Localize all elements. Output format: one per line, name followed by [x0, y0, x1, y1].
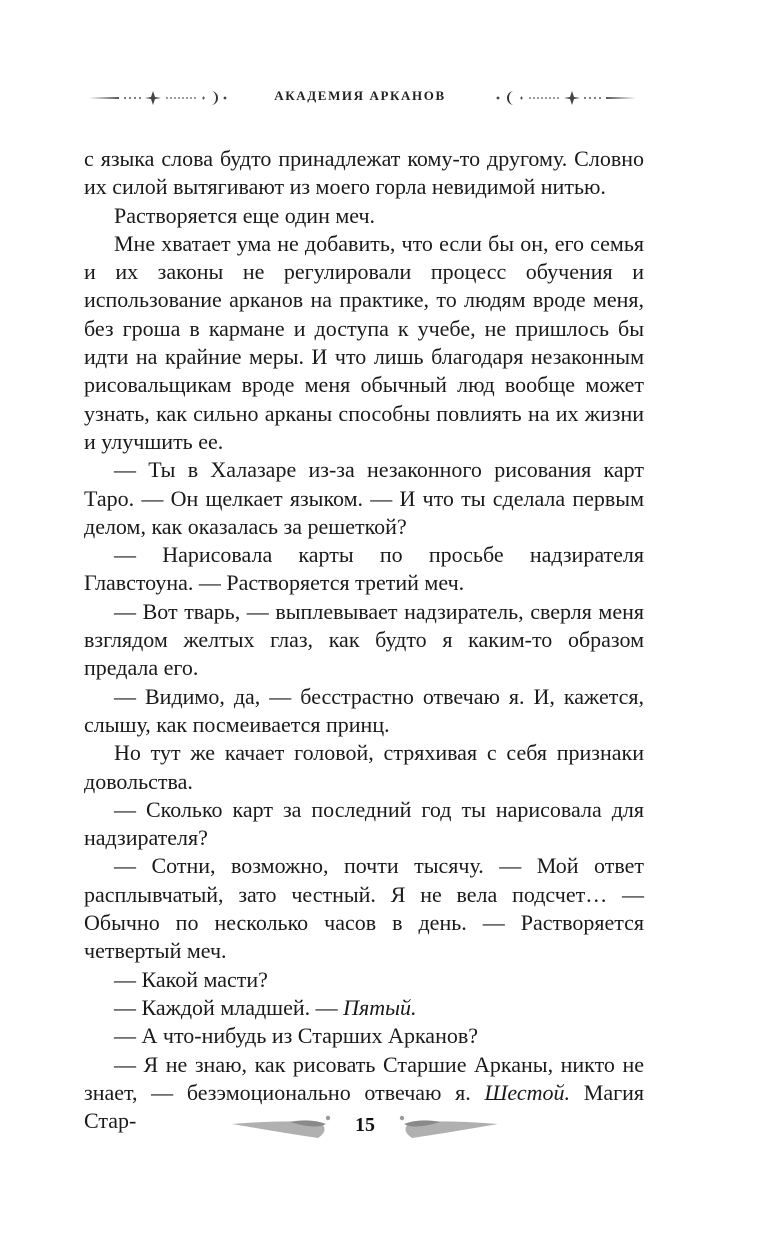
paragraph: — Сотни, возможно, почти тысячу. — Мой ответ расплывчатый, зато честный. Я не вела подсчет… — Обычно по несколько часов в день. — Растворяется четвертый меч. [84, 853, 644, 964]
paragraph: — А что-нибудь из Старших Арканов? [114, 1023, 478, 1049]
paragraph: с языка слова будто принадлежат кому-то другому. Словно их силой вытягивают из моего горла невидимой нитью. [84, 146, 644, 200]
continued-text: Магия Стар- [84, 1079, 645, 1134]
page-number: 15 [355, 1114, 375, 1136]
dialogue-text: — Каждой младшей. — [114, 994, 338, 1020]
paragraph: — Сколько карт за последний год ты нарисовала для надзирателя? [84, 796, 644, 851]
paragraph: — Ты в Халазаре из-за незаконного рисования карт Таро. — Он щелкает языком. — И что ты сделала первым делом, как оказалась за решеткой? [84, 457, 644, 539]
page-footer [230, 1108, 500, 1148]
running-title: АКАДЕМИЯ АРКАНОВ [274, 88, 446, 103]
italic-count: Шестой. [484, 1079, 571, 1105]
running-header [80, 86, 640, 110]
paragraph: — Вот тварь, — выплевывает надзиратель, сверля меня взглядом желтых глаз, как будто я каким-то образом предала его. [84, 598, 644, 681]
paragraph [84, 994, 644, 1022]
dialogue-text: — Я не знаю, как рисовать Старшие Арканы, никто не знает, — безэмоционально отвечаю я. [84, 1051, 644, 1105]
body-text [84, 145, 644, 1135]
right-ornament-icon [490, 86, 640, 110]
paragraph: Но тут же качает головой, стряхивая с себя признаки довольства. [84, 740, 644, 794]
paragraph: — Нарисовала карты по просьбе надзирателя Главстоуна. — Растворяется третий меч. [84, 542, 644, 596]
paragraph: — Какой масти? [114, 966, 268, 992]
paragraph: Мне хватает ума не добавить, что если бы он, его семья и их законы не регулировали процесс обучения и использование арканов на практике, то людям вроде меня, без гроша в кармане и доступа к учебе, не пришлось бы идти на крайние меры. И что лишь благодаря незаконным рисовальщикам вроде меня обычный люд вообще может узнать, как сильно арканы способны повлиять на их жизни и улучшить ее. [84, 230, 644, 454]
italic-count: Пятый. [343, 994, 417, 1020]
paragraph: — Видимо, да, — бесстрастно отвечаю я. И, кажется, слышу, как посмеивается принц. [84, 683, 644, 737]
paragraph: Растворяется еще один меч. [114, 202, 376, 228]
